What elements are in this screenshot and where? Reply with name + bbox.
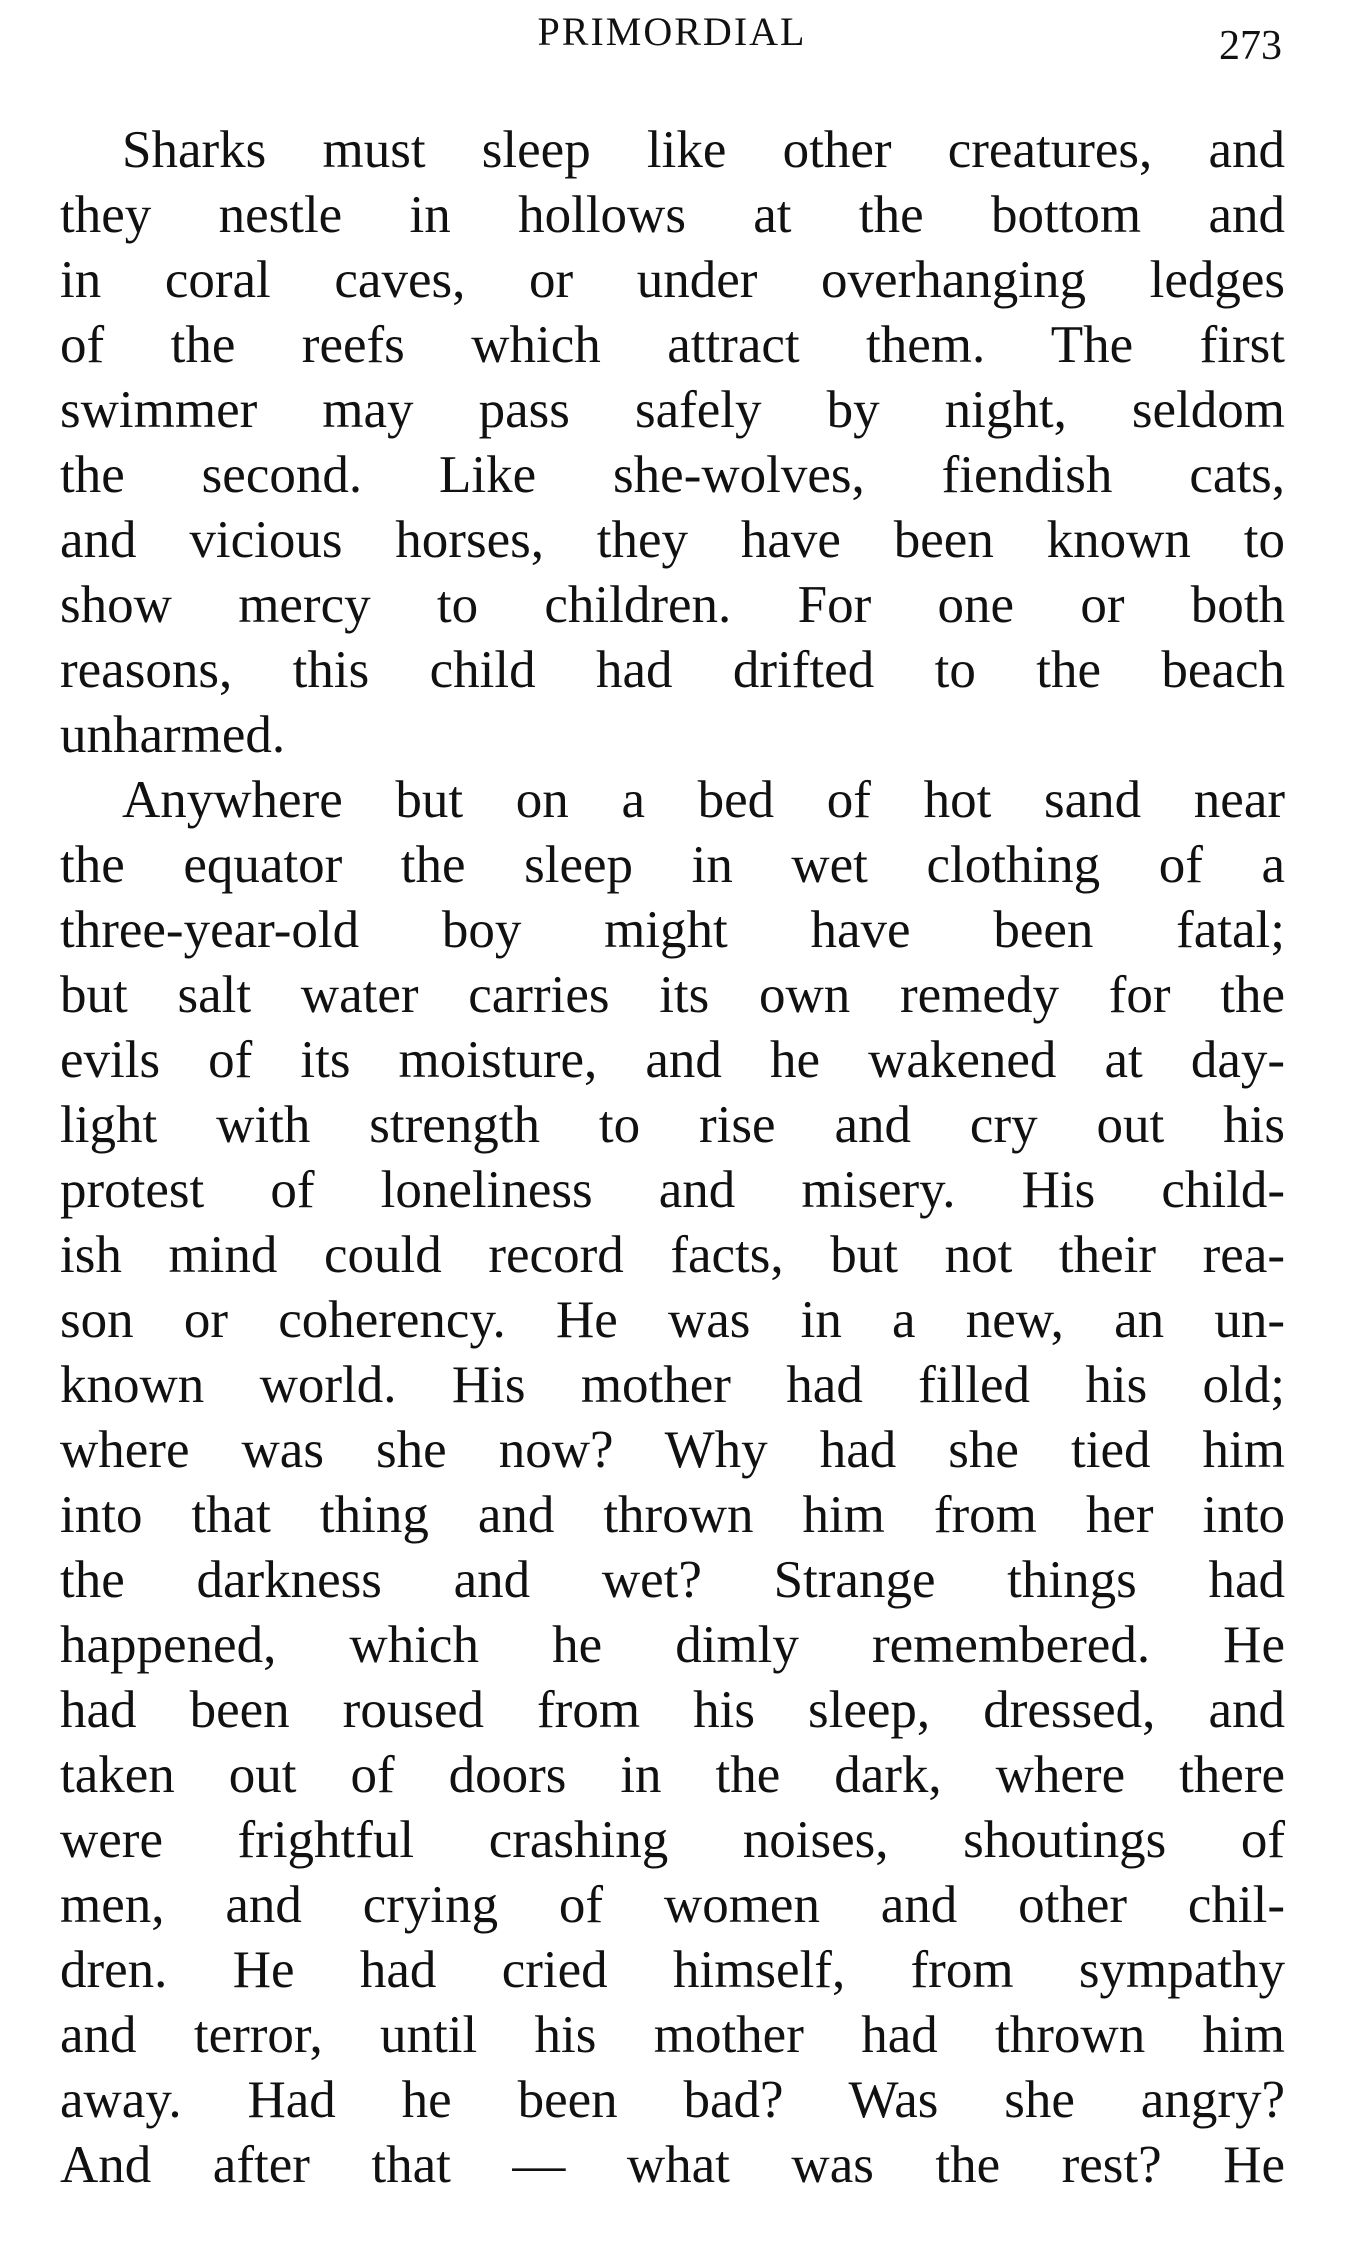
text-line: of the reefs which attract them. The first — [60, 316, 1285, 374]
text-line: unharmed. — [60, 706, 286, 764]
text-line: reasons, this child had drifted to the beach — [60, 641, 1285, 699]
text-line: they nestle in hollows at the bottom and — [60, 186, 1285, 244]
text-line: show mercy to children. For one or both — [60, 576, 1285, 634]
page-header — [62, 8, 1282, 68]
text-line: away. Had he been bad? Was she angry? — [60, 2071, 1285, 2129]
text-line: into that thing and thrown him from her into — [60, 1486, 1285, 1544]
paragraph — [60, 768, 1285, 2198]
text-line: And after that — what was the rest? He — [60, 2136, 1285, 2194]
text-line: swimmer may pass safely by night, seldom — [60, 381, 1285, 439]
text-line: but salt water carries its own remedy for the — [60, 966, 1285, 1024]
text-line: and vicious horses, they have been known to — [60, 511, 1285, 569]
text-line: ish mind could record facts, but not their rea- — [60, 1226, 1285, 1284]
text-line: were frightful crashing noises, shoutings of — [60, 1811, 1285, 1869]
running-head: PRIMORDIAL — [537, 9, 807, 54]
text-line: men, and crying of women and other chil- — [60, 1876, 1285, 1934]
text-line: light with strength to rise and cry out his — [60, 1096, 1285, 1154]
text-line: Sharks must sleep like other creatures, and — [122, 121, 1285, 179]
text-line: taken out of doors in the dark, where there — [60, 1746, 1285, 1804]
text-line: son or coherency. He was in a new, an un- — [60, 1291, 1285, 1349]
text-line: three-year-old boy might have been fatal; — [60, 901, 1285, 959]
text-line: the darkness and wet? Strange things had — [60, 1551, 1285, 1609]
text-line: happened, which he dimly remembered. He — [60, 1616, 1285, 1674]
paragraph — [60, 118, 1285, 768]
text-line: dren. He had cried himself, from sympathy — [60, 1941, 1285, 1999]
text-line: protest of loneliness and misery. His child- — [60, 1161, 1285, 1219]
text-line: in coral caves, or under overhanging ledges — [60, 251, 1285, 309]
text-line: the equator the sleep in wet clothing of a — [60, 836, 1285, 894]
text-line: and terror, until his mother had thrown him — [60, 2006, 1285, 2064]
body-text — [60, 118, 1285, 2198]
text-line: evils of its moisture, and he wakened at day- — [60, 1031, 1285, 1089]
page-number: 273 — [1219, 23, 1282, 69]
text-line: where was she now? Why had she tied him — [60, 1421, 1285, 1479]
text-line: had been roused from his sleep, dressed, and — [60, 1681, 1285, 1739]
text-line: Anywhere but on a bed of hot sand near — [122, 771, 1285, 829]
text-line: known world. His mother had filled his old; — [60, 1356, 1285, 1414]
text-line: the second. Like she-wolves, fiendish cats, — [60, 446, 1285, 504]
